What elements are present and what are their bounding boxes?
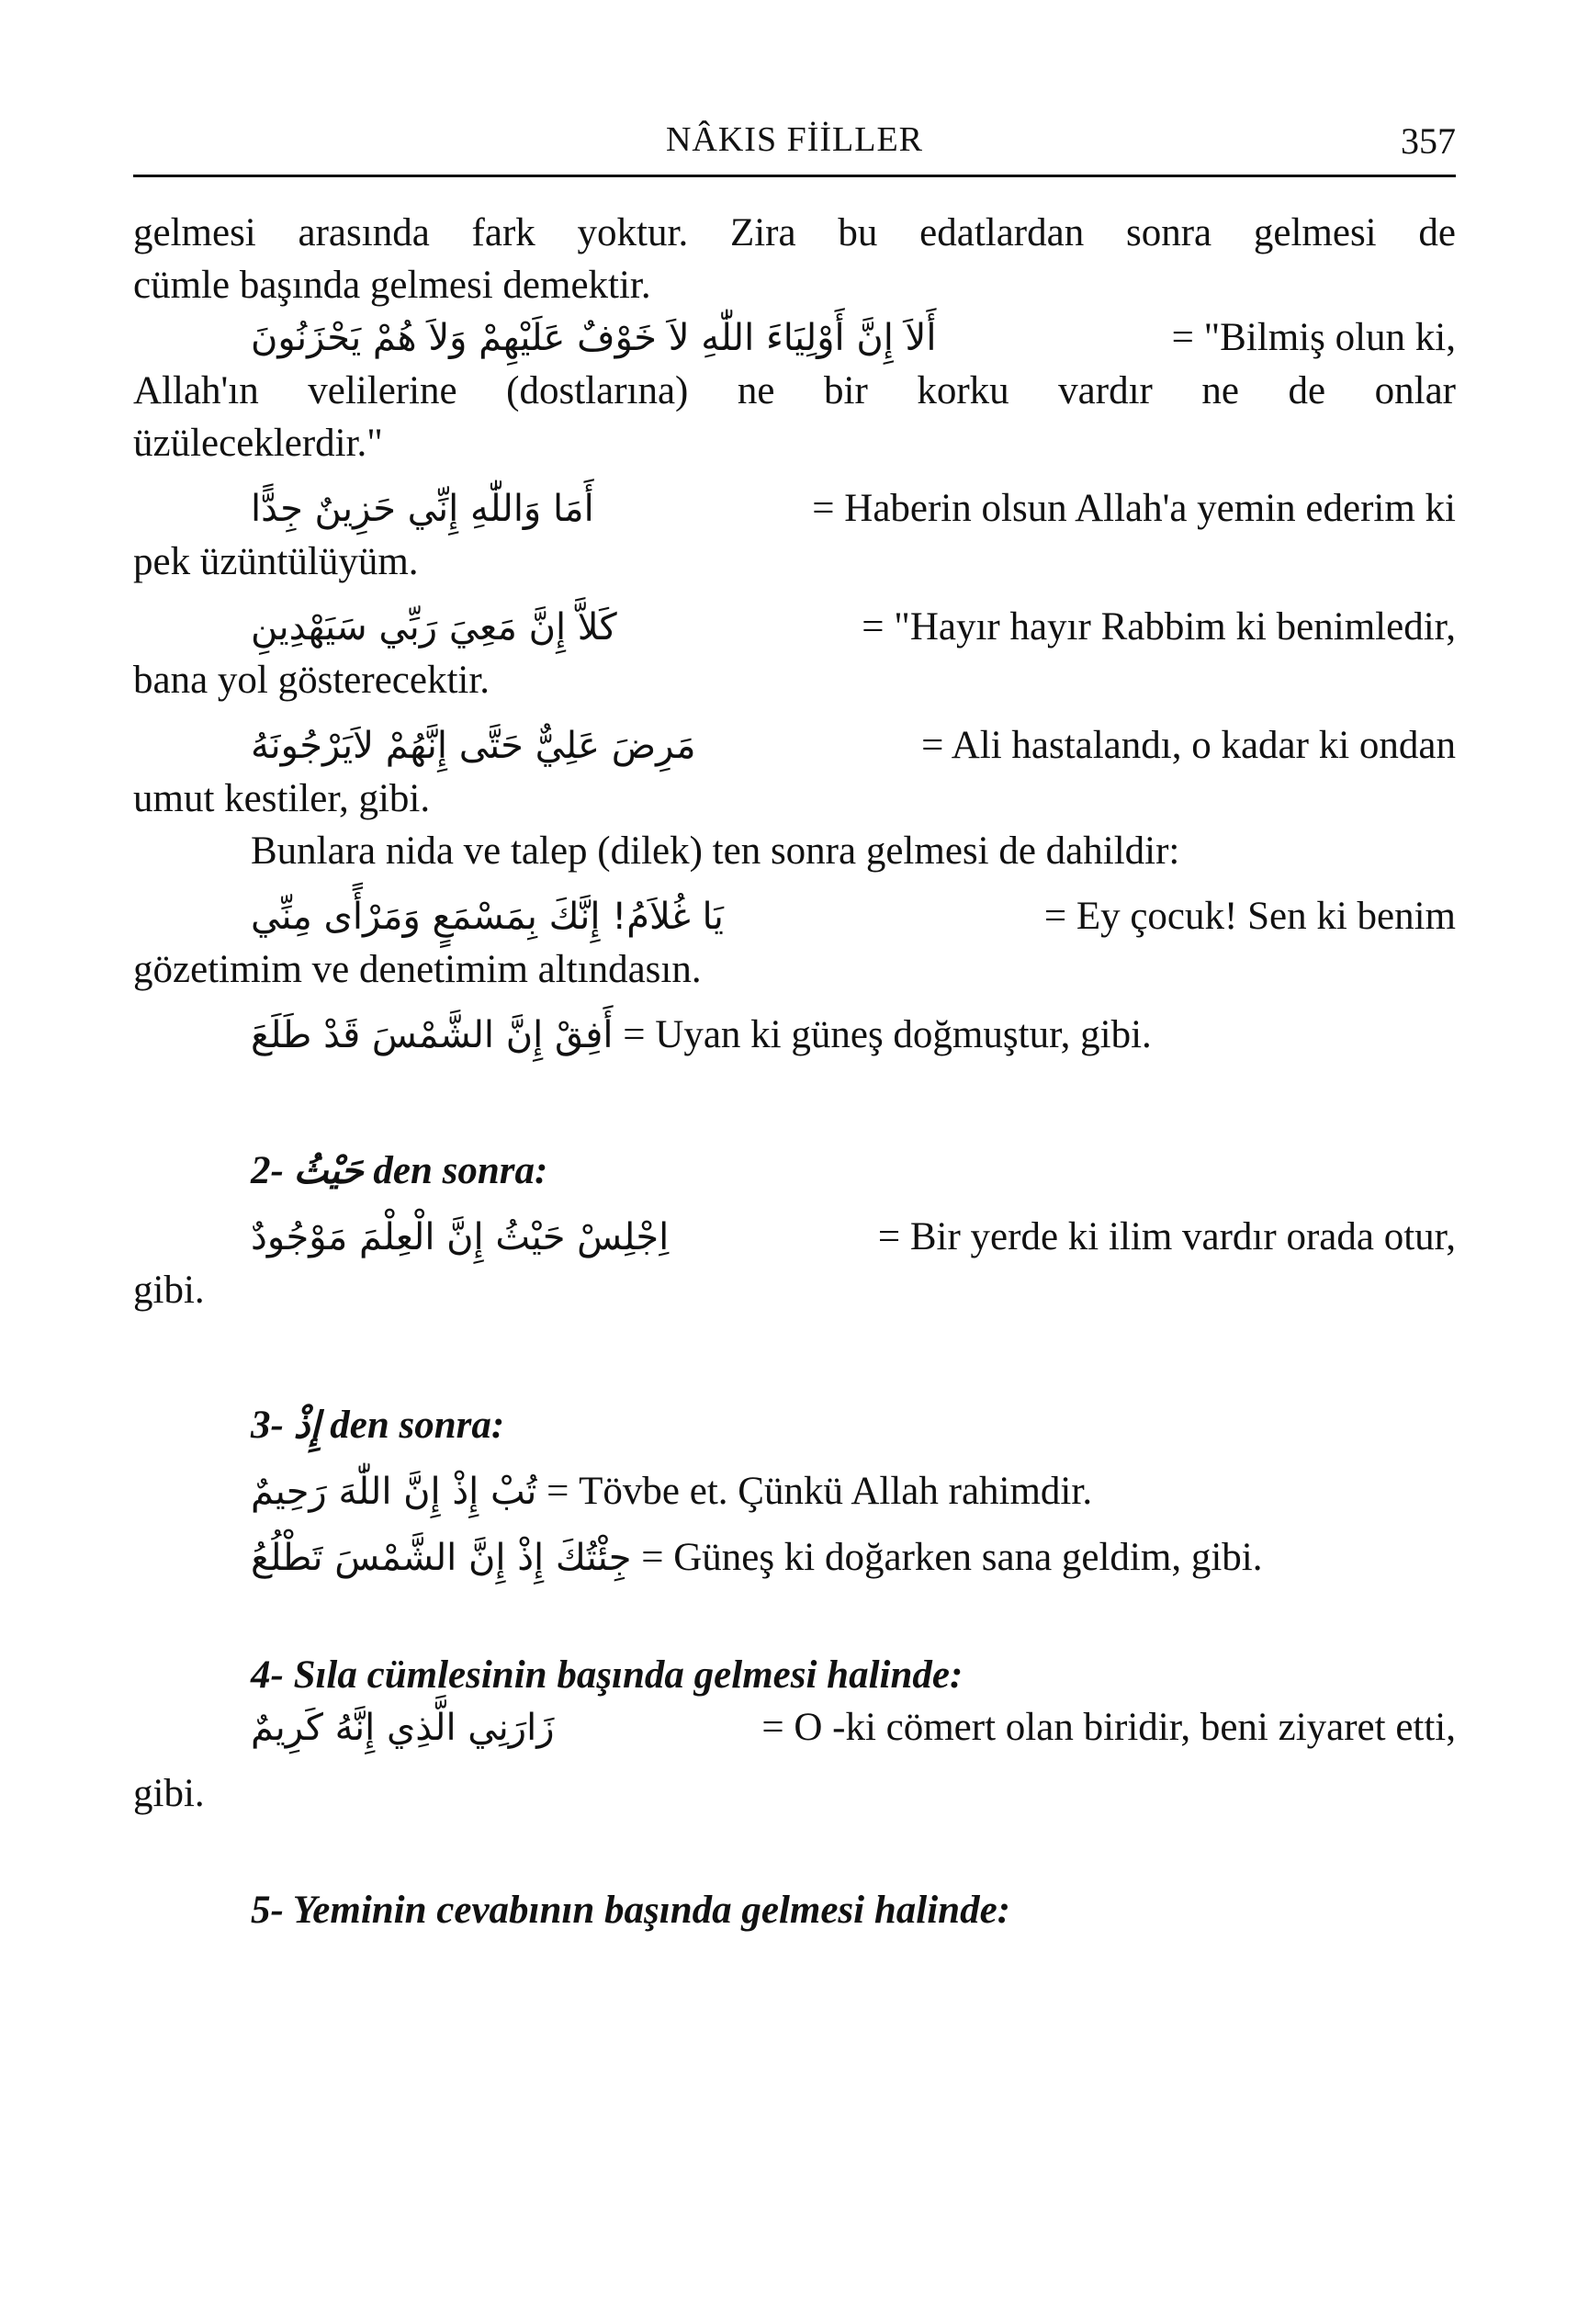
intro-line-2: cümle başında gelmesi demektir. bbox=[133, 264, 651, 307]
page-number: 357 bbox=[1401, 120, 1456, 162]
example-4-arabic: مَرِضَ عَلِيٌّ حَتَّى إِنَّهُمْ لاَيَرْجُونَهُ bbox=[251, 725, 696, 767]
section-3-label: den sonra: bbox=[330, 1404, 505, 1447]
example-6-arabic: أَفِقْ إِنَّ الشَّمْسَ قَدْ طَلَعَ bbox=[251, 1014, 614, 1056]
example-1-translation: = "Bilmiş olun ki, bbox=[1171, 316, 1456, 359]
example-7 bbox=[133, 1211, 1456, 1264]
example-1-line-3: üzüleceklerdir." bbox=[133, 422, 383, 465]
example-9-arabic: جِئْتُكَ إِذْ إِنَّ الشَّمْسَ تَطْلُعُ bbox=[251, 1537, 632, 1579]
example-4 bbox=[133, 719, 1456, 773]
example-2-translation: = Haberin olsun Allah'a yemin ederim ki bbox=[812, 487, 1456, 530]
page-body bbox=[133, 207, 1456, 1936]
example-5-arabic: يَا غُلاَمُ! إِنَّكَ بِمَسْمَعٍ وَمَرْأًى مِنِّي bbox=[251, 896, 724, 938]
intro-line-1: gelmesi arasında fark yoktur. Zira bu edatlardan sonra gelmesi de bbox=[133, 211, 1456, 254]
example-10-line-2: gibi. bbox=[133, 1772, 205, 1815]
section-2-label: den sonra: bbox=[373, 1149, 548, 1192]
header-rule bbox=[133, 175, 1456, 177]
nida-line: Bunlara nida ve talep (dilek) ten sonra gelmesi de dahildir: bbox=[251, 829, 1180, 873]
example-4-line-2: umut kestiler, gibi. bbox=[133, 777, 431, 820]
example-3-line-2: bana yol gösterecektir. bbox=[133, 659, 490, 702]
example-7-arabic: اِجْلِسْ حَيْثُ إِنَّ الْعِلْمَ مَوْجُودٌ bbox=[251, 1216, 670, 1258]
running-head: NÂKIS FİİLLER bbox=[665, 120, 924, 159]
example-5-line-2: gözetimim ve denetimim altındasın. bbox=[133, 948, 702, 991]
example-4-translation: = Ali hastalandı, o kadar ki ondan bbox=[921, 724, 1456, 767]
example-7-translation: = Bir yerde ki ilim vardır orada otur, bbox=[877, 1215, 1456, 1258]
example-1-line-2: Allah'ın velilerine (dostlarına) ne bir korku vardır ne de onlar bbox=[133, 369, 1456, 412]
example-10-translation: = O -ki cömert olan biridir, beni ziyaret etti, bbox=[761, 1706, 1456, 1749]
example-5-translation: = Ey çocuk! Sen ki benim bbox=[1043, 895, 1456, 938]
example-8 bbox=[133, 1465, 1456, 1518]
page-header bbox=[133, 119, 1456, 175]
example-8-arabic: تُبْ إِذْ إِنَّ اللّٰهَ رَحِيمٌ bbox=[251, 1471, 537, 1513]
example-1-arabic: أَلاَ إِنَّ أَوْلِيَاءَ اللّٰهِ لاَ خَوْفٌ عَلَيْهِمْ وَلاَ هُمْ يَحْزَنُونَ bbox=[251, 317, 937, 359]
example-9-translation: = Güneş ki doğarken sana geldim, gibi. bbox=[641, 1536, 1263, 1579]
example-7-line-2: gibi. bbox=[133, 1269, 205, 1312]
example-2 bbox=[133, 482, 1456, 536]
section-3-heading bbox=[133, 1399, 1456, 1452]
example-10 bbox=[133, 1701, 1456, 1754]
example-6 bbox=[133, 1009, 1456, 1062]
section-2-heading bbox=[133, 1145, 1456, 1198]
section-4-heading: 4- Sıla cümlesinin başında gelmesi halinde: bbox=[251, 1653, 964, 1697]
example-10-arabic: زَارَنِي الَّذِي إِنَّهُ كَرِيمٌ bbox=[251, 1707, 555, 1749]
example-8-translation: = Tövbe et. Çünkü Allah rahimdir. bbox=[547, 1470, 1093, 1513]
example-6-translation: = Uyan ki güneş doğmuştur, gibi. bbox=[623, 1013, 1152, 1056]
section-5-heading: 5- Yeminin cevabının başında gelmesi halinde: bbox=[251, 1889, 1010, 1932]
example-5 bbox=[133, 890, 1456, 943]
section-3-arabic: إِذْ bbox=[293, 1405, 321, 1447]
example-2-line-2: pek üzüntülüyüm. bbox=[133, 540, 419, 583]
example-3-translation: = "Hayır hayır Rabbim ki benimledir, bbox=[862, 605, 1456, 649]
example-2-arabic: أَمَا وَاللّٰهِ إِنِّي حَزِينٌ جِدًّا bbox=[251, 488, 594, 530]
example-9 bbox=[133, 1531, 1456, 1585]
example-3 bbox=[133, 601, 1456, 654]
example-1 bbox=[133, 311, 1456, 365]
example-3-arabic: كَلاَّ إِنَّ مَعِيَ رَبِّي سَيَهْدِينِ bbox=[251, 606, 617, 649]
section-3-number: 3- bbox=[251, 1404, 284, 1447]
section-2-number: 2- bbox=[251, 1149, 284, 1192]
section-2-arabic: حَيْثُ bbox=[293, 1150, 364, 1192]
